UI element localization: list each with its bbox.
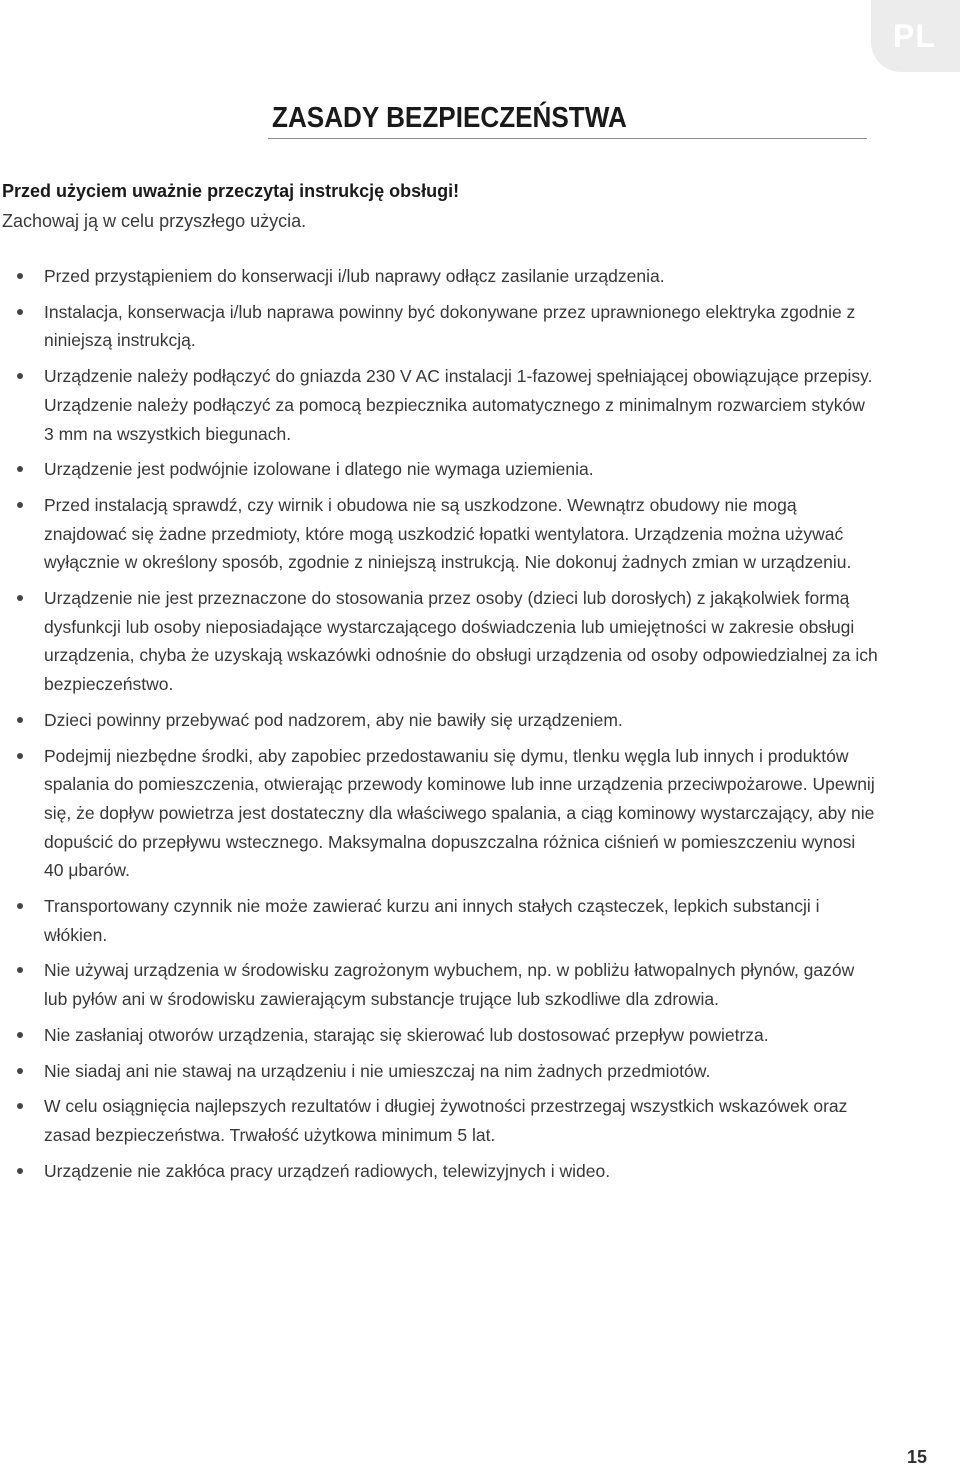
- list-item-text: Urządzenie jest podwójnie izolowane i dlatego nie wymaga uziemienia.: [44, 459, 594, 480]
- bullet-icon: [17, 502, 23, 508]
- list-item-text: Transportowany czynnik nie może zawierać kurzu ani innych stałych cząsteczek, lepkich substancji i włókien.: [44, 896, 820, 945]
- list-item-text: Nie zasłaniaj otworów urządzenia, starając się skierować lub dostosować przepływ powietrza.: [44, 1024, 769, 1045]
- bullet-icon: [17, 309, 23, 315]
- bullet-icon: [17, 1168, 23, 1174]
- page-title: ZASADY BEZPIECZEŃSTWA: [272, 102, 627, 134]
- list-item: [0, 956, 878, 1013]
- list-item-text: Nie siadaj ani nie stawaj na urządzeniu i nie umieszczaj na nim żadnych przedmiotów.: [44, 1060, 711, 1081]
- bullet-icon: [17, 753, 23, 759]
- list-item-text: W celu osiągnięcia najlepszych rezultatów i długiej żywotności przestrzegaj wszystkich wskazówek oraz zasad bezpieczeństwa. Trwałość użytkowa minimum 5 lat.: [44, 1096, 848, 1145]
- list-item-text: Urządzenie należy podłączyć do gniazda 230 V AC instalacji 1-fazowej spełniającej obowiązujące przepisy. Urządzenie należy podłączyć za pomocą bezpiecznika automatycznego z minimalnym rozwarciem styków 3 mm na wszystkich biegunach.: [44, 366, 873, 444]
- list-item: [0, 1092, 878, 1149]
- list-item: [0, 491, 878, 577]
- bullet-icon: [17, 1032, 23, 1038]
- bullet-icon: [17, 466, 23, 472]
- list-item-text: Przed przystąpieniem do konserwacji i/lub naprawy odłącz zasilanie urządzenia.: [44, 266, 665, 286]
- list-item-text: Urządzenie nie zakłóca pracy urządzeń radiowych, telewizyjnych i wideo.: [44, 1160, 611, 1181]
- safety-rules-list: [0, 262, 878, 1192]
- list-item: [0, 262, 878, 291]
- page-number: 15: [907, 1447, 928, 1467]
- list-item: [0, 1021, 878, 1050]
- list-item: [0, 1157, 878, 1186]
- bullet-icon: [17, 595, 23, 601]
- list-item: [0, 362, 878, 448]
- intro-note: Zachowaj ją w celu przyszłego użycia.: [2, 211, 307, 231]
- list-item-text: Dzieci powinny przebywać pod nadzorem, aby nie bawiły się urządzeniem.: [44, 709, 623, 730]
- bullet-icon: [17, 903, 23, 909]
- list-item-text: Urządzenie nie jest przeznaczone do stosowania przez osoby (dzieci lub dorosłych) z jakąkolwiek formą dysfunkcji lub osoby nieposiadające wystarczającego doświadczenia lub umiejętności w zakresie obsługi urządzenia, chyba że uzyskają wskazówki odnośnie do obsługi urządzenia od osoby odpowiedzialnej za ich bezpieczeństwo.: [44, 588, 878, 695]
- title-divider: [268, 138, 867, 139]
- list-item-text: Nie używaj urządzenia w środowisku zagrożonym wybuchem, np. w pobliżu łatwopalnych płynów, gazów lub pyłów ani w środowisku zawierającym substancje trujące lub szkodliwe dla zdrowia.: [44, 960, 855, 1010]
- list-item: [0, 892, 878, 949]
- list-item-text: Instalacja, konserwacja i/lub naprawa powinny być dokonywane przez uprawnionego elektryka zgodnie z niniejszą instrukcją.: [44, 301, 856, 351]
- list-item: [0, 584, 878, 699]
- list-item-text: Podejmij niezbędne środki, aby zapobiec przedostawaniu się dymu, tlenku węgla lub innych i produktów spalania do pomieszczenia, otwierając przewody kominowe lub inne urządzenia przeciwpożarowe. Upewnij się, że dopływ powietrza jest dostateczny dla właściwego spalania, a ciąg kominowy wystarczający, aby nie dopuścić do przepływu wstecznego. Maksymalna dopuszczalna różnica ciśnień w pomieszczeniu wynosi 40 μbarów.: [44, 745, 875, 881]
- list-item: [0, 706, 878, 735]
- bullet-icon: [17, 967, 23, 973]
- list-item: [0, 1057, 878, 1086]
- bullet-icon: [17, 717, 23, 723]
- list-item: [0, 298, 878, 355]
- bullet-icon: [17, 1068, 23, 1074]
- list-item-text: Przed instalacją sprawdź, czy wirnik i obudowa nie są uszkodzone. Wewnątrz obudowy nie mogą znajdować się żadne przedmioty, które mogą uszkodzić łopatki wentylatora. Urządzenia można używać wyłącznie w określony sposób, zgodnie z niniejszą instrukcją. Nie dokonuj żadnych zmian w urządzeniu.: [44, 494, 852, 573]
- list-item: [0, 742, 878, 886]
- bullet-icon: [17, 373, 23, 379]
- bullet-icon: [17, 273, 23, 279]
- bullet-icon: [17, 1103, 23, 1109]
- language-code: PL: [893, 18, 936, 54]
- list-item: [0, 455, 878, 484]
- intro-block: [2, 176, 862, 236]
- intro-warning: Przed użyciem uważnie przeczytaj instrukcję obsługi!: [2, 181, 460, 201]
- language-tab: [871, 0, 960, 72]
